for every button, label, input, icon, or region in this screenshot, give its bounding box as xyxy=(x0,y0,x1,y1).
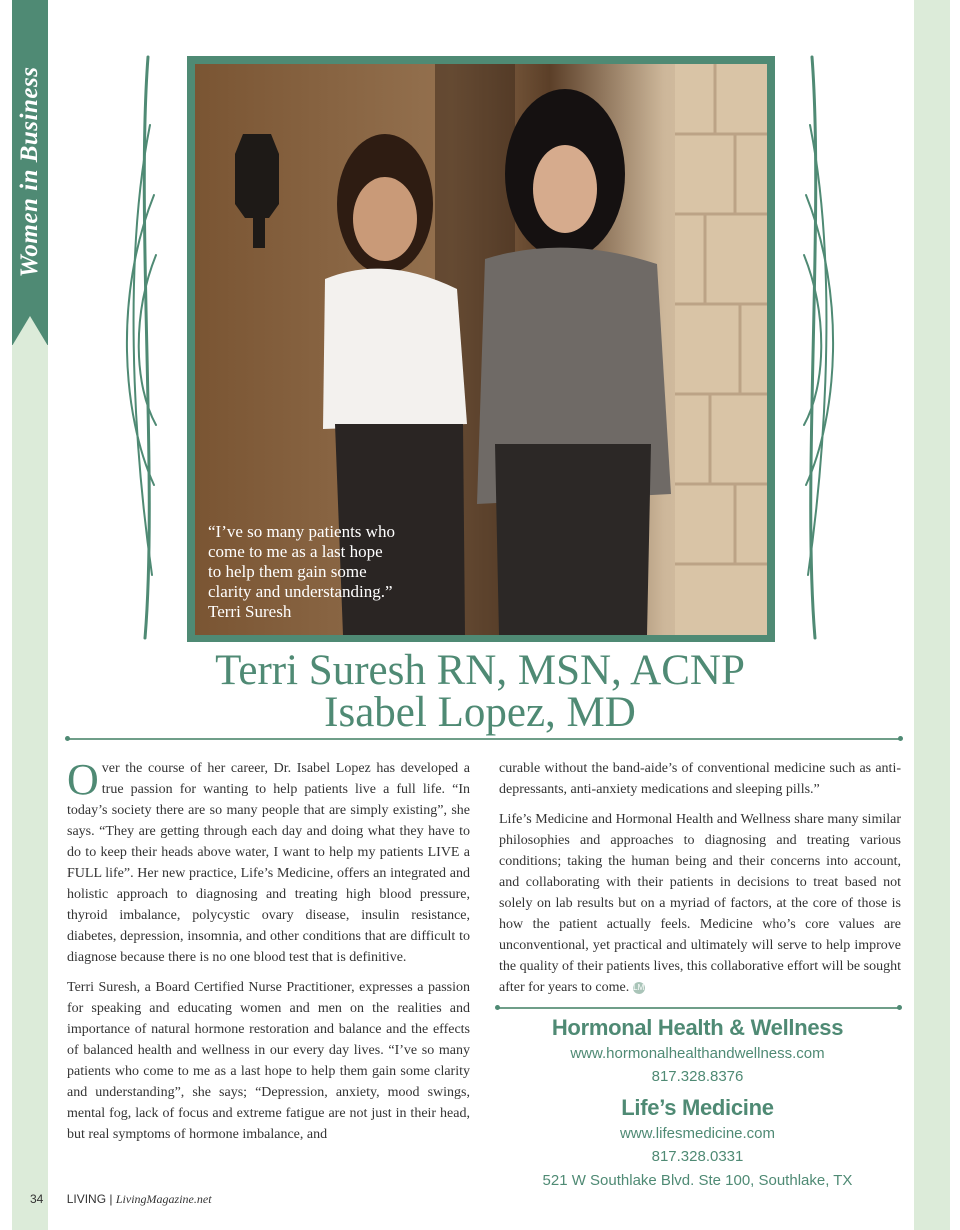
magazine-name: LIVING xyxy=(66,1192,107,1206)
article-paragraph xyxy=(499,809,901,998)
quote-line: clarity and understanding.” xyxy=(208,582,393,601)
phone-hormonal: 817.328.8376 xyxy=(651,1068,744,1085)
business-name-lifes-medicine: Life’s Medicine xyxy=(621,1095,774,1120)
magazine-website: LivingMagazine.net xyxy=(115,1192,212,1206)
article-paragraph xyxy=(67,755,470,968)
photo-pull-quote xyxy=(208,522,448,622)
page-number: 34 xyxy=(30,1192,44,1206)
page-footer xyxy=(30,1192,212,1207)
article-right-column xyxy=(499,758,901,1007)
footer-separator: | xyxy=(109,1192,113,1206)
quote-attribution: Terri Suresh xyxy=(208,602,292,621)
headline-line-2: Isabel Lopez, MD xyxy=(324,689,636,736)
end-mark-icon: LM xyxy=(633,982,645,992)
right-flourish-ornament xyxy=(790,55,850,640)
quote-line: come to me as a last hope xyxy=(208,542,383,561)
drop-cap: O xyxy=(67,755,99,804)
website-link-hormonal[interactable]: www.hormonalhealthandwellness.com xyxy=(570,1045,825,1062)
headline-line-1: Terri Suresh RN, MSN, ACNP xyxy=(215,647,745,694)
article-left-column xyxy=(67,755,470,1154)
paragraph-text: Life’s Medicine and Hormonal Health and Wellness share many similar philosophies and approaches to diagnosing and treating various conditions; taking the human being and their concerns into account, and collaborating with their patients in decisions to treat based not solely on lab results but on a myriad of factors, at the core of those is how the patient actually feels. Medicine who’s core values are unconventional, yet practical and ultimately will serve to help improve the quality of their patients lives, this collaborative effort will be sought after for years to come. xyxy=(499,812,901,995)
right-side-band xyxy=(914,0,950,1230)
quote-line: to help them gain some xyxy=(208,562,367,581)
headline-divider xyxy=(67,738,901,740)
left-flourish-ornament xyxy=(110,55,170,640)
address: 521 W Southlake Blvd. Ste 100, Southlake, TX xyxy=(542,1172,853,1189)
contact-divider xyxy=(497,1007,900,1009)
section-label: Women in Business xyxy=(16,66,43,278)
quote-line: “I’ve so many patients who xyxy=(208,522,395,541)
article-paragraph: curable without the band-aide’s of conventional medicine such as anti-depressants, anti-anxiety medications and sleeping pills.” xyxy=(499,761,901,797)
website-link-lifes-medicine[interactable]: www.lifesmedicine.com xyxy=(619,1125,776,1142)
business-name-hormonal: Hormonal Health & Wellness xyxy=(551,1015,844,1040)
paragraph-text: ver the course of her career, Dr. Isabel Lopez has developed a true passion for wanting to help patients live a full life. “In today’s society there are so many people that are simply existing”, she says. “They are getting through each day and doing what they have to do to keep their heads above water, I want to help my patients LIVE a FULL life”. Her new practice, Life’s Medicine, offers an integrated and holistic approach to diagnosing and treating high blood pressure, thyroid imbalance, polycystic ovary disease, insulin resistance, diabetes, depression, insomnia, and other conditions that are difficult to diagnose because there is no one blood test that is definitive. xyxy=(67,761,470,965)
phone-lifes-medicine: 817.328.0331 xyxy=(651,1148,744,1165)
article-paragraph: Terri Suresh, a Board Certified Nurse Practitioner, expresses a passion for speaking and educating women and men on the realities and importance of natural hormone restoration and balance and the effects of balanced health and wellness in our every day lives. “I’ve so many patients who come to me as a last hope to help them gain some clarity and understanding”, she says; “Depression, anxiety, mood swings, mental fog, lack of focus and extreme fatigue are not just in their head, but real symptoms of hormone imbalance, and xyxy=(67,980,470,1142)
